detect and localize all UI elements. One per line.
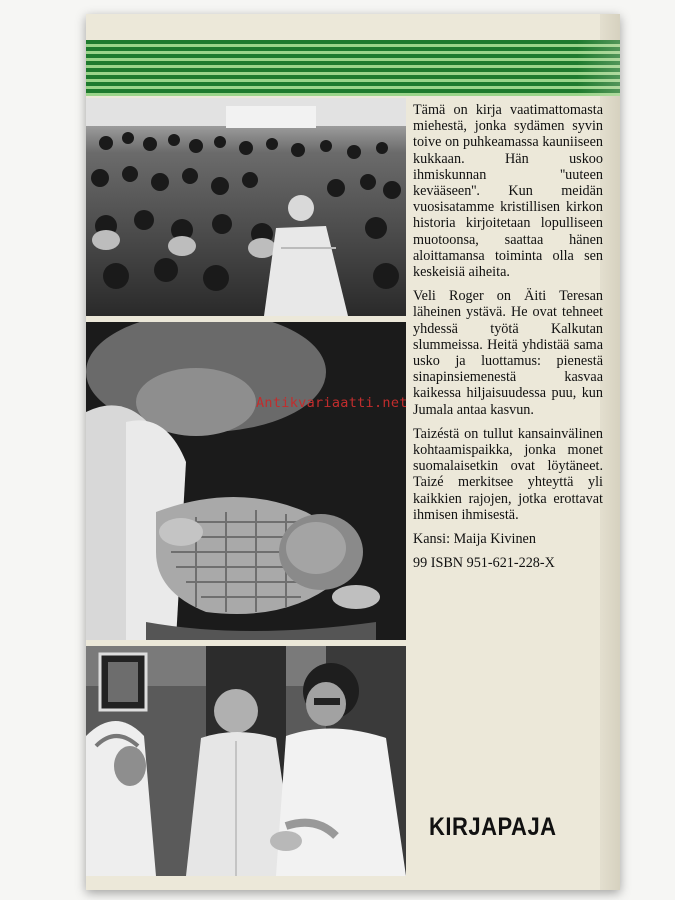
blurb-paragraph-1: Tämä on kirja vaatimattomasta miehestä, jonka sydämen syvin toive on puhkeamassa kauniiseen kukkaan. Hän uskoo ihmiskunnan ''uuteen kevääseen''. Kun meidän vuosisatamme kristillisen kirkon historia kirjoitetaan lopulliseen muotoonsa, saattaa hänen aloittamansa toiminta olla sen keskeisiä aiheita. <box>413 102 603 281</box>
photo-baby-held <box>86 322 406 640</box>
blurb-column <box>413 102 603 571</box>
isbn: 99 ISBN 951-621-228-X <box>413 555 555 572</box>
book-back-cover <box>86 14 620 890</box>
cover-edge <box>600 14 620 890</box>
photo-three-people <box>86 646 406 876</box>
blurb-paragraph-3: Taizéstä on tullut kansainvälinen kohtaamispaikka, jonka monet suomalaisetkin ovat löytäneet. Taizé merkitsee yhteyttä yli kaikkien rajojen, jotka erottavat ihmisen ihmisestä. <box>413 425 603 523</box>
stripe-fade <box>86 40 620 96</box>
cover-credit: Kansi: Maija Kivinen <box>413 531 536 548</box>
photo-crowd-gathering <box>86 98 406 316</box>
blurb-paragraph-2: Veli Roger on Äiti Teresan läheinen ystävä. He ovat tehneet yhdessä työtä Kalkutan slummeissa. Heitä yhdistää sama usko ja luottamus: pienestä sinapinsiemenestä kasvaa kaikessa hiljaisuudessa puu, kun Jumala antaa kasvun. <box>413 288 603 418</box>
publisher-logo: KIRJAPAJA <box>429 812 557 841</box>
watermark: Antikvariaatti.net <box>256 395 408 411</box>
